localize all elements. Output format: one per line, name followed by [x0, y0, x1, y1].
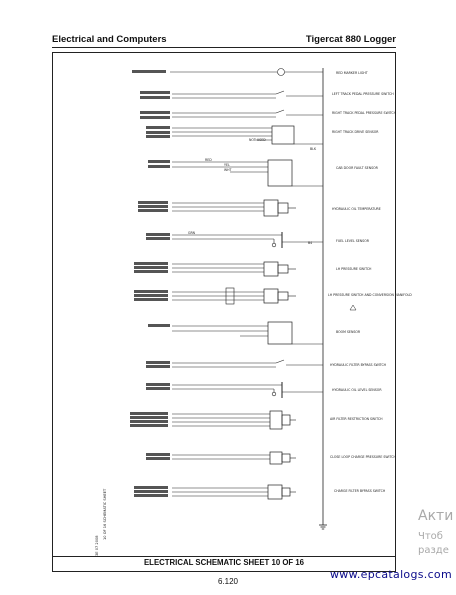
activation-overlay-text	[418, 530, 449, 558]
page-number: 6.120	[217, 577, 239, 586]
activation-line-2: Чтоб	[418, 531, 443, 542]
label-oil-temp: HYDRAULIC OIL TEMPERATURE	[332, 207, 381, 211]
label-fuel-level: FUEL LEVEL SENSOR	[336, 239, 369, 243]
label-oil-level: HYDRAULIC OIL LEVEL SENSOR	[332, 388, 382, 392]
wire-label-blk: BLK	[310, 147, 317, 151]
circuit-fuel-level	[146, 232, 323, 248]
circuit-boom-sensor	[148, 322, 323, 344]
label-cab-door: CAB DOOR FAULT SENSOR	[336, 166, 378, 170]
label-boom-sensor: BOOM SENSOR	[336, 330, 361, 334]
label-lh-pressure: LH PRESSURE SWITCH	[336, 267, 372, 271]
wire-label-wht: WHT	[224, 168, 232, 172]
circuit-lh-pressure	[134, 262, 296, 276]
activation-overlay-title: Акти	[418, 508, 454, 524]
label-air-filter: AIR FILTER RESTRICTION SWITCH	[330, 417, 383, 421]
circuit-charge-pressure	[146, 452, 296, 464]
label-right-pedal: RIGHT TRACK PEDAL PRESSURE SWITCH	[332, 111, 397, 115]
section-title: Electrical and Computers	[52, 34, 167, 45]
label-charge-filter: CHARGE FILTER BYPASS SWITCH	[334, 489, 386, 493]
circuit-marker-light	[132, 69, 323, 76]
circuit-charge-filter	[134, 485, 296, 499]
label-left-pedal: LEFT TRACK PEDAL PRESSURE SWITCH	[332, 92, 394, 96]
label-drive-sensor: RIGHT TRACK DRIVE SENSOR	[332, 130, 379, 134]
label-manifold: LH PRESSURE SWITCH AND CONVERSION MANIFOLD	[328, 293, 412, 297]
circuit-pedal-switches	[140, 91, 323, 119]
wire-label-b4: B4	[308, 241, 313, 245]
machine-title: Tigercat 880 Logger	[305, 34, 396, 45]
circuit-cab-door-sensor	[148, 160, 323, 186]
wire-label-red: RED	[205, 158, 212, 162]
circuit-oil-level	[146, 382, 323, 398]
circuit-filter-bypass	[146, 360, 323, 368]
side-note-2: 3E 07 2008	[95, 535, 99, 556]
circuit-air-filter	[130, 411, 296, 429]
label-charge-pressure: CLOSE LOOP CHARGE PRESSURE SWITCH	[330, 455, 396, 459]
wire-label-not-used: NOT USED	[249, 138, 266, 142]
label-marker-light: RED MARKER LIGHT	[336, 71, 368, 75]
label-filter-bypass: HYDRAULIC FILTER BYPASS SWITCH	[330, 363, 387, 367]
wire-label-yel: YEL	[224, 163, 230, 167]
sheet-title: ELECTRICAL SCHEMATIC SHEET 10 OF 16	[143, 558, 304, 567]
side-note-1: 10 OF 16 SCHEMATIC SHEET	[103, 488, 107, 540]
activation-line-3: разде	[418, 545, 449, 556]
circuit-drive-sensor	[146, 126, 323, 144]
circuit-oil-temperature	[138, 200, 296, 216]
wire-label-grn: GRN	[188, 231, 196, 235]
watermark: www.epcatalogs.com	[330, 568, 452, 581]
